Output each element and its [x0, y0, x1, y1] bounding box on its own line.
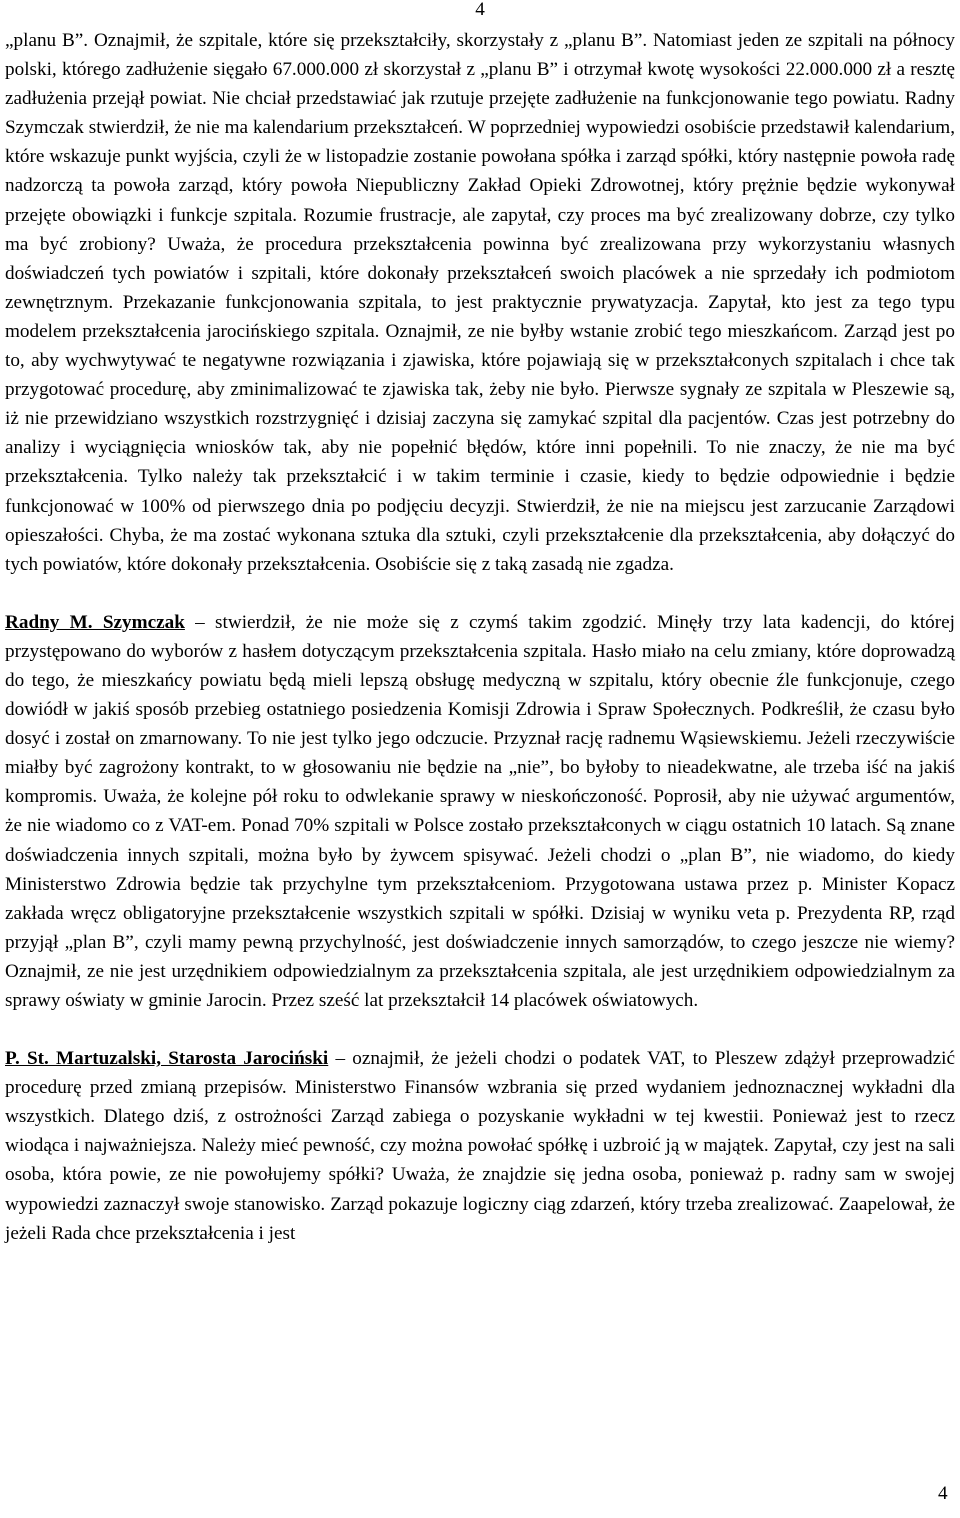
paragraph-text: „planu B”. Oznajmił, że szpitale, które się przekształciły, skorzystały z „planu B”. Natomiast jeden ze szpitali na północy polski, którego zadłużenie sięgało 67.000.000 zł skorzystał z „planu B” i otrzymał kwotę wysokości 22.000.000 zł a resztę zadłużenia przejął powiat. Nie chciał przedstawiać jak rzutuje przejęte zadłużenie na funkcjonowanie tego powiatu. Radny Szymczak stwierdził, że nie ma kalendarium przekształceń. W poprzedniej wypowiedzi osobiście przedstawił kalendarium, które wskazuje punkt wyjścia, czyli że w listopadzie zostanie powołana spółka i zarząd spółki, który następnie powoła radę nadzorczą ta powoła zarząd, który powoła Niepubliczny Zakład Opieki Zdrowotnej, który prężnie będzie wykonywał przejęte obowiązki i funkcje szpitala. Rozumie frustracje, ale zapytał, czy proces ma być zrealizowany dobrze, czy tylko ma być zrobiony? Uważa, że procedura przekształcenia powinna być zrealizowana przy wykorzystaniu własnych doświadczeń tych powiatów i szpitali, które dokonały przekształceń swoich placówek a nie sprzedały ich podmiotom zewnętrznym. Przekazanie funkcjonowania szpitala, to jest praktycznie prywatyzacja. Zapytał, kto jest za tego typu modelem przekształcenia jarocińskiego szpitala. Oznajmił, ze nie byłby wstanie zrobić tego mieszkańcom. Zarząd jest po to, aby wychwytywać te negatywne rozwiązania i zjawiska, które pojawiają się w przekształconych szpitalach i chce tak przygotować procedurę, aby zminimalizować te zjawiska tak, żeby nie było. Pierwsze sygnały ze szpitala w Pleszewie są, iż nie przewidziano wszystkich rozstrzygnięć i dzisiaj zaczyna się zamykać szpital dla pacjentów. Czas jest potrzebny do analizy i wyciągnięcia wniosków tak, aby nie popełnić błędów, które inni popełnili. To nie znaczy, że nie ma być przekształcenia. Tylko należy tak przekształcić i w takim terminie i czasie, kiedy to będzie odpowiednie i będzie funkcjonować w 100% od pierwszego dnia po podjęciu decyzji. Stwierdził, że nie na miejscu jest zarzucanie Zarządowi opieszałości. Chyba, że ma zostać wykonana sztuka dla sztuki, czyli przekształcenie dla przekształcenia, aby dołączyć do tych powiatów, które dokonały przekształcenia. Osobiście się z taką zasadą nie zgadza. — [5, 30, 955, 575]
speaker-name: P. St. Martuzalski, Starosta Jarociński — [5, 1048, 329, 1070]
paragraph-text: – oznajmił, że jeżeli chodzi o podatek VAT, to Pleszew zdążył przeprowadzić procedurę przed zmianą przepisów. Ministerstwo Finansów wzbrania się przed wydaniem jednoznacznej wykładni dla wszystkich. Dlatego dziś, z ostrożności Zarząd zabiega o pozyskanie wykładni w tej kwestii. Ponieważ jest to rzecz wiodąca i najważniejsza. Należy mieć pewność, czy można powołać spółkę i uzbroić ją w majątek. Zapytał, czy jest na sali osoba, która powie, ze nie powołujemy spółki? Uważa, że znajdzie się jedna osoba, ponieważ p. radny sam w swojej wypowiedzi zaznaczył swoje stanowisko. Zarząd pokazuje logiczny ciąg zdarzeń, który trzeba zrealizować. Zaapelował, że jeżeli Rada chce przekształcenia i jest — [5, 1048, 955, 1244]
page-number-top: 4 — [475, 0, 485, 20]
paragraph-martuzalski — [5, 1044, 955, 1248]
paragraph-text: – stwierdził, że nie może się z czymś takim zgodzić. Minęły trzy lata kadencji, do której przystępowano do wyborów z hasłem dotyczącym przekształcenia szpitala. Hasło miało na celu zmiany, które doprowadzą do tego, że mieszkańcy powiatu będą mieli lepszą obsługę medyczną w szpitalu, który obecnie źle funkcjonuje, czego dowiódł w jakiś sposób przebieg ostatniego posiedzenia Komisji Zdrowia i Spraw Społecznych. Podkreślił, że czasu było dosyć i został on zmarnowany. To nie jest tylko jego odczucie. Przyznał rację radnemu Wąsiewskiemu. Jeżeli rzeczywiście miałby być zagrożony kontrakt, to w głosowaniu nie będzie na „nie”, bo byłoby to nieadekwatne, ale trzeba iść na jakiś kompromis. Uważa, że kolejne pół roku to odwlekanie sprawy w nieskończoność. Poprosił, aby nie używać argumentów, że nie wiadomo co z VAT-em. Ponad 70% szpitali w Polsce zostało przekształconych w ciągu ostatnich 10 latach. Są znane doświadczenia innych szpitali, można było by żywcem spisywać. Jeżeli chodzi o „plan B”, nie wiadomo, do kiedy Ministerstwo Zdrowia będzie tak przychylne tym przekształceniom. Przygotowana ustawa przez p. Minister Kopacz zakłada wręcz obligatoryjne przekształcenie wszystkich szpitali w spółki. Dzisiaj w wyniku veta p. Prezydenta RP, rząd przyjął „plan B”, czyli mamy pewną przychylność, jest doświadczenie innych samorządów, to czego jeszcze nie wiemy? Oznajmił, ze nie jest urzędnikiem odpowiedzialnym za przekształcenia szpitala, ale jest urzędnikiem odpowiedzialnym za sprawy oświaty w gminie Jarocin. Przez sześć lat przekształcił 14 placówek oświatowych. — [5, 611, 956, 1011]
page-number-bottom: 4 — [938, 1483, 948, 1504]
document-body — [5, 26, 955, 1248]
paragraph-starosta-continuation — [5, 26, 955, 579]
speaker-name: Radny M. Szymczak — [5, 611, 185, 633]
paragraph-szymczak — [5, 608, 955, 1015]
